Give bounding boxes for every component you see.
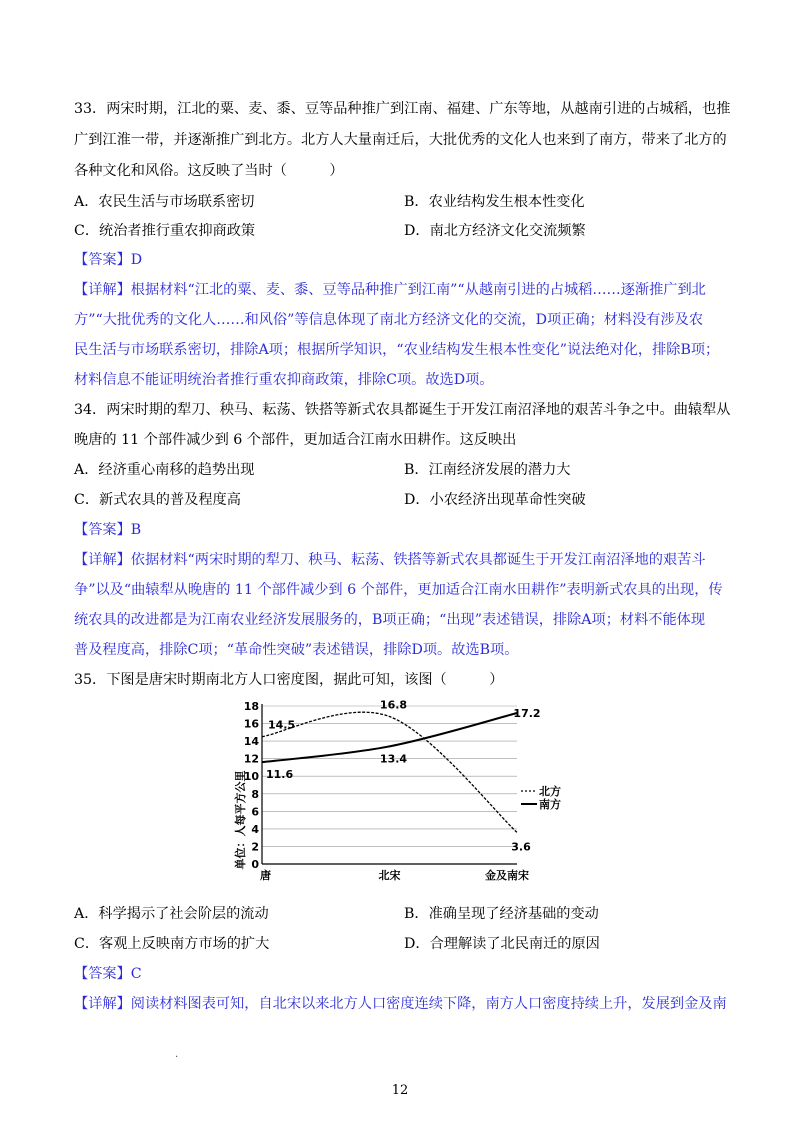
q35-option-c: C．客观上反映南方市场的扩大: [74, 936, 270, 952]
chart-series: [262, 712, 517, 832]
data-label: 3.6: [511, 840, 531, 854]
q34-detail-3: 统农具的改进都是为江南农业经济发展服务的，B项正确；“出现”表述错误，排除A项；材料不能体现: [74, 612, 706, 628]
data-label: 14.5: [268, 718, 296, 732]
q33-option-d: D．南北方经济文化交流频繁: [404, 223, 586, 239]
page-number: 12: [391, 1083, 409, 1098]
q34-line-1: 34．两宋时期的犁刀、秧马、耘荡、铁搭等新式农具都诞生于开发江南沼泽地的艰苦斗争之中。曲辕犁从: [74, 402, 731, 418]
q34-option-a: A．经济重心南移的趋势出现: [74, 462, 255, 478]
y-tick-label: 16: [243, 717, 259, 731]
x-tick-label: 唐: [260, 869, 271, 882]
footer-mark: .: [175, 1049, 179, 1060]
q33-option-a: A．农民生活与市场联系密切: [74, 194, 255, 210]
q34-detail-1: 【详解】依据材料“两宋时期的犁刀、秧马、耘荡、铁搭等新式农具都诞生于开发江南沼泽地的艰苦斗: [74, 552, 706, 568]
x-tick-label: 北宋: [378, 869, 401, 882]
q34-option-c: C．新式农具的普及程度高: [74, 492, 241, 508]
y-tick-label: 0: [251, 858, 259, 871]
chart-legend: [521, 784, 561, 811]
legend-north-label: 北方: [539, 785, 561, 798]
q35-line-1: 35．下图是唐宋时期南北方人口密度图，据此可知，该图（ ）: [74, 672, 504, 688]
q34-detail-2: 争”以及“曲辕犁从晚唐的 11 个部件减少到 6 个部件，更加适合江南水田耕作”表明新式农具的出现，传: [74, 582, 723, 598]
data-label: 13.4: [379, 752, 408, 766]
q35-option-d: D．合理解读了北民南迁的原因: [404, 936, 600, 952]
q33-detail-1: 【详解】根据材料“江北的粟、麦、黍、豆等品种推广到江南”“从越南引进的占城稻……逐渐推广到北: [74, 282, 706, 298]
y-tick-label: 10: [243, 770, 259, 784]
y-tick-label: 8: [251, 787, 259, 801]
q33-line-2: 广到江淮一带，并逐渐推广到北方。北方人大量南迁后，大批优秀的文化人也来到了南方，带来了北方的: [74, 132, 727, 148]
population-density-chart: [232, 700, 578, 885]
q33-answer: 【答案】D: [74, 252, 143, 268]
q33-line-1: 33．两宋时期，江北的粟、麦、黍、豆等品种推广到江南、福建、广东等地，从越南引进的占城稻，也推: [74, 101, 731, 117]
y-tick-label: 18: [243, 700, 259, 713]
y-tick-label: 6: [251, 805, 259, 819]
q33-detail-2: 方”“大批优秀的文化人……和风俗”等信息体现了南北方经济文化的交流，D项正确；材料没有涉及农: [74, 312, 704, 328]
chart-y-axis-label: 单位：人每平方公里: [234, 770, 247, 870]
q33-option-c: C．统治者推行重农抑商政策: [74, 223, 256, 239]
y-tick-label: 2: [251, 840, 259, 854]
q35-answer: 【答案】C: [74, 966, 142, 982]
x-tick-label: 金及南宋: [485, 869, 529, 882]
data-label: 11.6: [266, 768, 294, 782]
series-line-north: [262, 712, 517, 832]
y-tick-label: 4: [251, 822, 259, 836]
data-label: 17.2: [513, 707, 541, 721]
chart-grid: [262, 706, 517, 846]
legend-south-label: 南方: [539, 798, 561, 811]
q34-line-2: 晚唐的 11 个部件减少到 6 个部件，更加适合江南水田耕作。这反映出: [74, 432, 517, 448]
q34-answer: 【答案】B: [74, 522, 142, 538]
y-tick-label: 12: [243, 752, 259, 766]
y-tick-label: 14: [243, 735, 259, 749]
q33-detail-4: 材料信息不能证明统治者推行重农抑商政策，排除C项。故选D项。: [74, 372, 494, 388]
q35-option-a: A．科学揭示了社会阶层的流动: [74, 906, 269, 922]
q33-option-b: B．农业结构发生根本性变化: [404, 194, 585, 210]
q34-detail-4: 普及程度高，排除C项；“革命性突破”表述错误，排除D项。故选B项。: [74, 642, 519, 658]
q33-detail-3: 民生活与市场联系密切，排除A项；根据所学知识，“农业结构发生根本性变化”说法绝对化，排除B项；: [74, 342, 720, 358]
q34-option-b: B．江南经济发展的潜力大: [404, 462, 571, 478]
q33-line-3: 各种文化和风俗。这反映了当时（ ）: [74, 163, 344, 179]
q34-option-d: D．小农经济出现革命性突破: [404, 492, 586, 508]
q35-detail-1: 【详解】阅读材料图表可知，自北宋以来北方人口密度连续下降，南方人口密度持续上升，发展到金及南: [74, 996, 727, 1012]
q35-option-b: B．准确呈现了经济基础的变动: [404, 906, 599, 922]
data-label: 16.8: [379, 700, 408, 712]
